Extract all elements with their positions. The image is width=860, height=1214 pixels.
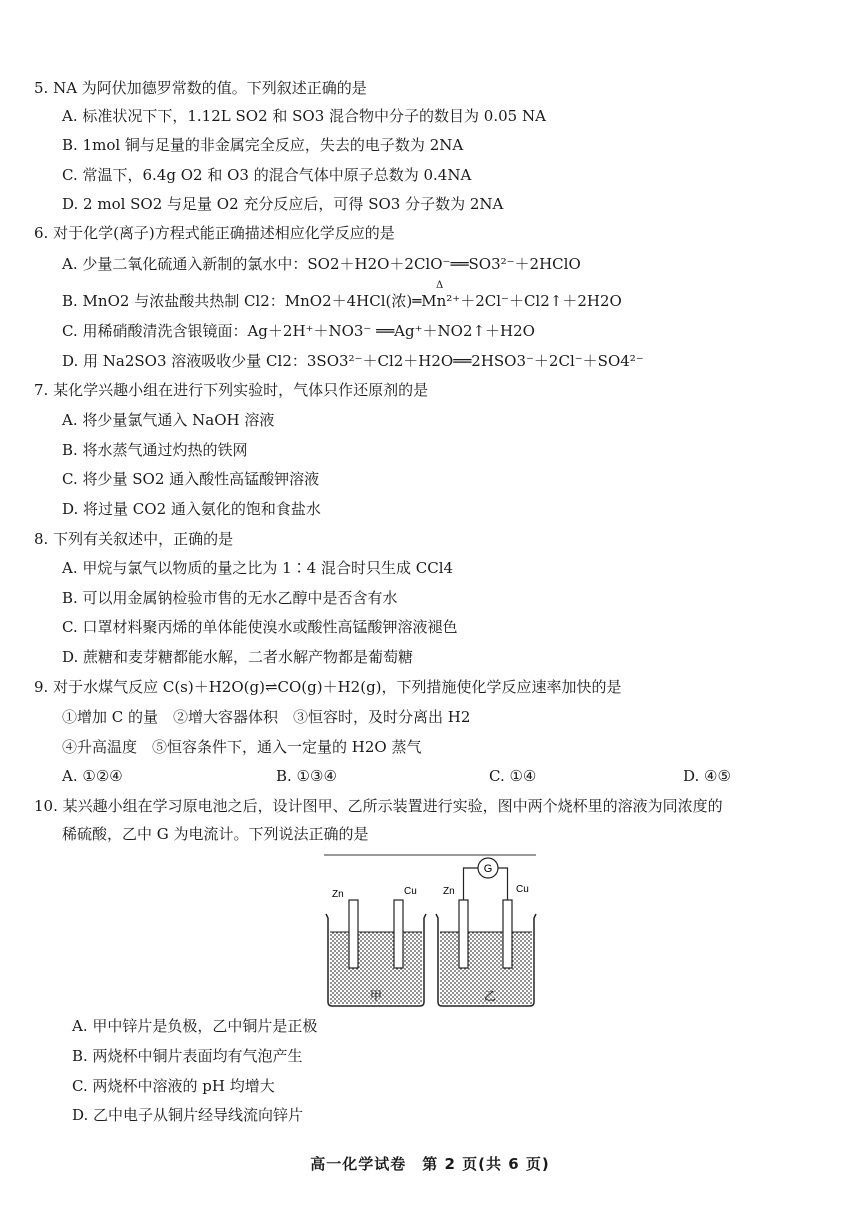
page-footer: 高一化学试卷 第 2 页(共 6 页): [310, 1155, 550, 1173]
beaker-yi: [436, 858, 536, 1006]
q10-option-b: B. 两烧杯中铜片表面均有气泡产生: [72, 1047, 303, 1065]
q5-option-b: B. 1mol 铜与足量的非金属完全反应，失去的电子数为 2NA: [62, 136, 464, 154]
q9-items-line1: ①增加 C 的量 ②增大容器体积 ③恒容时，及时分离出 H2: [62, 708, 471, 726]
q6-option-c: C. 用稀硝酸清洗含银镜面：Ag＋2H⁺＋NO3⁻ ══Ag⁺＋NO2↑＋H2O: [62, 322, 535, 340]
q7-option-c: C. 将少量 SO2 通入酸性高锰酸钾溶液: [62, 470, 320, 488]
figure-label-jia: 甲: [370, 989, 383, 1003]
q8-stem: 8. 下列有关叙述中，正确的是: [34, 530, 234, 548]
q10-stem-line1: 10. 某兴趣小组在学习原电池之后，设计图甲、乙所示装置进行实验，图中两个烧杯里的溶液为同浓度的: [34, 797, 723, 815]
cu-electrode-yi: [503, 900, 512, 968]
cu-label-yi: Cu: [516, 884, 529, 895]
q7-option-d: D. 将过量 CO2 通入氨化的饱和食盐水: [62, 500, 321, 518]
cu-label-jia: Cu: [404, 886, 417, 897]
q9-option-d: D. ④⑤: [683, 767, 731, 785]
q7-stem: 7. 某化学兴趣小组在进行下列实验时，气体只作还原剂的是: [34, 381, 429, 399]
q8-option-b: B. 可以用金属钠检验市售的无水乙醇中是否含有水: [62, 589, 398, 607]
q10-option-c: C. 两烧杯中溶液的 pH 均增大: [72, 1077, 275, 1095]
zn-label-jia: Zn: [332, 889, 344, 900]
q8-option-d: D. 蔗糖和麦芽糖都能水解，二者水解产物都是葡萄糖: [62, 648, 414, 666]
q9-option-a: A. ①②④: [62, 767, 123, 785]
q6-option-a: A. 少量二氧化硫通入新制的氯水中：SO2＋H2O＋2ClO⁻══SO3²⁻＋2HClO: [62, 255, 581, 273]
cu-electrode-jia: [394, 900, 403, 968]
q8-option-a: A. 甲烷与氯气以物质的量之比为 1∶4 混合时只生成 CCl4: [62, 559, 454, 577]
q10-option-a: A. 甲中锌片是负极，乙中铜片是正极: [72, 1017, 318, 1035]
q9-option-c: C. ①④: [489, 767, 537, 785]
galvanic-cell-figure: [316, 852, 542, 1012]
q5-option-c: C. 常温下，6.4g O2 和 O3 的混合气体中原子总数为 0.4NA: [62, 166, 472, 184]
zn-electrode-jia: [349, 900, 358, 968]
q5-stem: 5. NA 为阿伏加德罗常数的值。下列叙述正确的是: [34, 79, 367, 97]
q9-option-b: B. ①③④: [276, 767, 337, 785]
q9-stem: 9. 对于水煤气反应 C(s)＋H2O(g)⇌CO(g)＋H2(g)，下列措施使化学反应速率加快的是: [34, 678, 622, 696]
q5-option-d: D. 2 mol SO2 与足量 O2 充分反应后，可得 SO3 分子数为 2NA: [62, 195, 504, 213]
q6-stem: 6. 对于化学(离子)方程式能正确描述相应化学反应的是: [34, 224, 395, 242]
q10-option-d: D. 乙中电子从铜片经导线流向锌片: [72, 1106, 304, 1124]
q10-stem-line2: 稀硫酸，乙中 G 为电流计。下列说法正确的是: [62, 825, 369, 843]
q6-option-b: B. MnO2 与浓盐酸共热制 Cl2：MnO2＋4HCl(浓)═Mn²⁺＋2Cl⁻＋Cl2↑＋2H2O: [62, 292, 622, 310]
q6-heat-condition: Δ: [436, 280, 444, 291]
galvanometer-label: G: [483, 863, 493, 875]
zn-electrode-yi: [459, 900, 468, 968]
beaker-jia: [326, 886, 426, 1006]
q9-items-line2: ④升高温度 ⑤恒容条件下，通入一定量的 H2O 蒸气: [62, 738, 422, 756]
figure-label-yi: 乙: [484, 989, 497, 1003]
q7-option-b: B. 将水蒸气通过灼热的铁网: [62, 441, 248, 459]
q8-option-c: C. 口罩材料聚丙烯的单体能使溴水或酸性高锰酸钾溶液褪色: [62, 618, 458, 636]
q5-option-a: A. 标准状况下下，1.12L SO2 和 SO3 混合物中分子的数目为 0.05 NA: [62, 107, 546, 125]
zn-label-yi: Zn: [443, 886, 455, 897]
q7-option-a: A. 将少量氯气通入 NaOH 溶液: [62, 411, 275, 429]
q6-option-d: D. 用 Na2SO3 溶液吸收少量 Cl2：3SO3²⁻＋Cl2＋H2O══2HSO3⁻＋2Cl⁻＋SO4²⁻: [62, 352, 644, 370]
